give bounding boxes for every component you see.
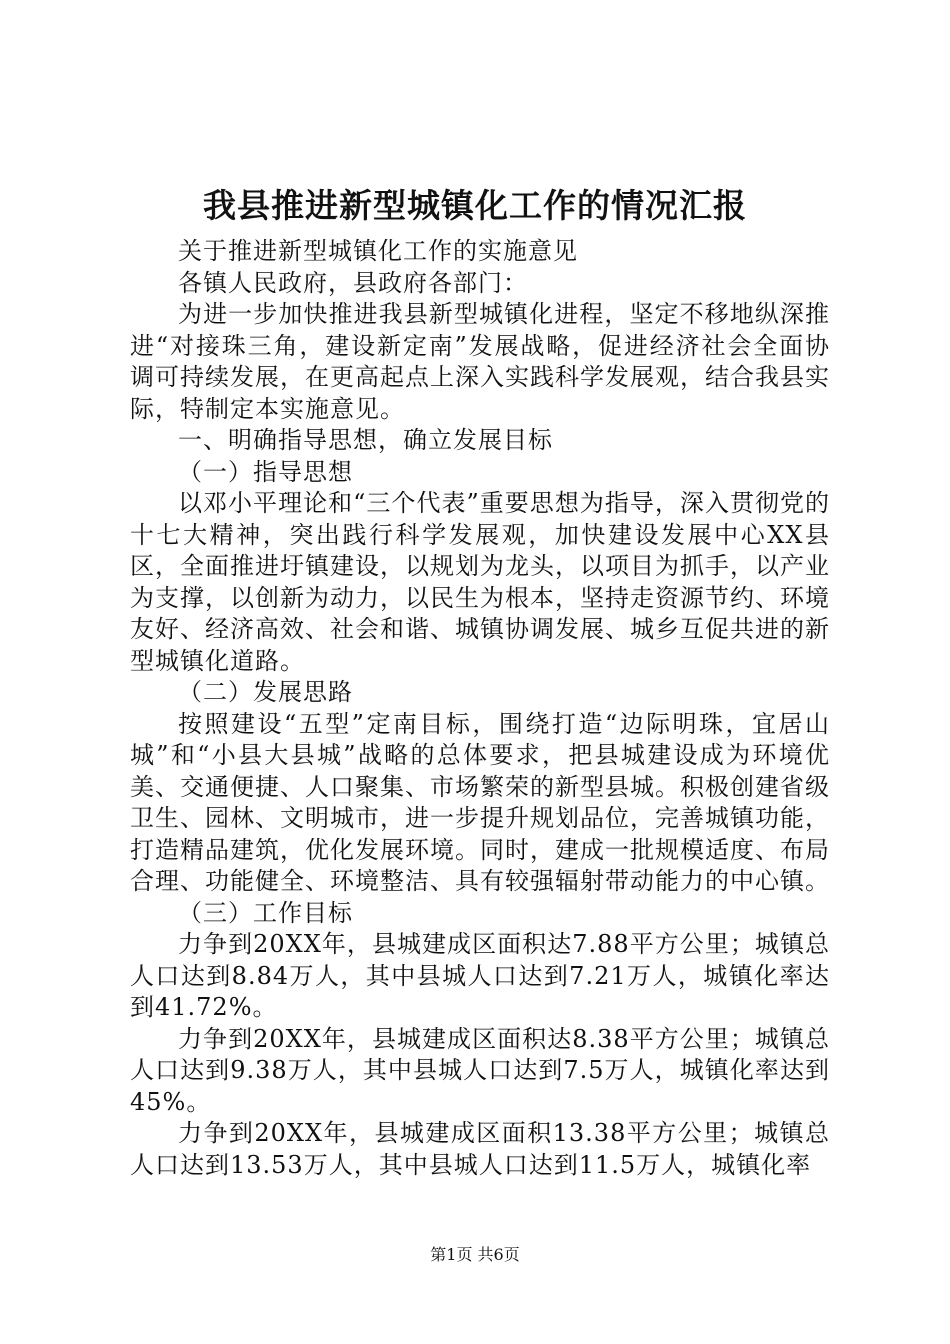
paragraph-addressee: 各镇人民政府，县政府各部门： [178,268,528,297]
paragraph-subject: 关于推进新型城镇化工作的实施意见 [178,237,578,265]
paragraph-guiding-thought: 以邓小平理论和“三个代表”重要思想为指导，深入贯彻党的十七大精神，突出践行科学发展观，加快建设发展中心XX县区，全面推进圩镇建设，以规划为龙头，以项目为抓手，以产业为支撑，以创新为动力，以民生为根本，坚持走资源节约、环境友好、经济高效、社会和谐、城镇协调发展、城乡互促共进的新型城镇化道路。 [130,489,830,675]
paragraph-development-approach: 按照建设“五型”定南目标，围绕打造“边际明珠，宜居山城”和“小县大县城”战略的总体要求，把县城建设成为环境优美、交通便捷、人口聚集、市场繁荣的新型县城。积极创建省级卫生、园林、文明城市，进一步提升规划品位，完善城镇功能，打造精品建筑，优化发展环境。同时，建成一批规模适度、布局合理、功能健全、环境整洁、具有较强辐射带动能力的中心镇。 [130,709,830,895]
subsection-heading-work-goals: （三）工作目标 [178,898,353,927]
subsection-heading-guiding-thought: （一）指导思想 [178,457,353,486]
paragraph-goal-3: 力争到20XX年，县城建成区面积13.38平方公里；城镇总人口达到13.53万人，其中县城人口达到11.5万人，城镇化率 [130,1119,830,1179]
document-title: 我县推进新型城镇化工作的情况汇报 [203,186,747,225]
paragraph-intro: 为进一步加快推进我县新型城镇化进程，坚定不移地纵深推进“对接珠三角，建设新定南”发展战略，促进经济社会全面协调可持续发展，在更高起点上深入实践科学发展观，结合我县实际，特制定本实施意见。 [130,300,830,423]
paragraph-goal-1: 力争到20XX年，县城建成区面积达7.88平方公里；城镇总人口达到8.84万人，其中县城人口达到7.21万人，城镇化率达到41.72%。 [130,930,830,1021]
section-heading-1: 一、明确指导思想，确立发展目标 [178,426,553,454]
subsection-heading-development-approach: （二）发展思路 [178,678,353,706]
page-footer: 第1页 共6页 [430,1245,520,1264]
paragraph-goal-2: 力争到20XX年，县城建成区面积达8.38平方公里；城镇总人口达到9.38万人，其中县城人口达到7.5万人，城镇化率达到45%。 [130,1024,830,1116]
document-body [130,236,830,1181]
